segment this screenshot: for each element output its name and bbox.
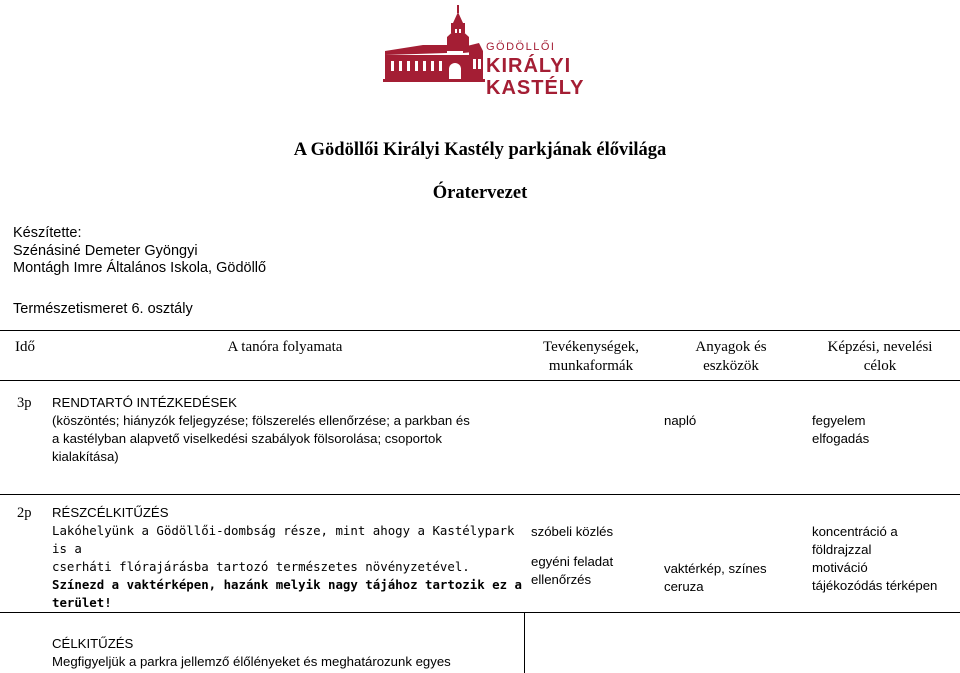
row1-goals: fegyelem elfogadás xyxy=(812,413,870,446)
document-subtitle: Óratervezet xyxy=(432,183,528,203)
header-time: Idő xyxy=(15,339,35,355)
author-label: Készítette: xyxy=(13,225,82,241)
header-activities: Tevékenységek, munkaformák xyxy=(543,339,639,374)
header-goals: Képzési, nevelési célok xyxy=(827,339,933,374)
logo-line-2: KIRÁLYI xyxy=(486,55,572,77)
row1-time: 3p xyxy=(17,395,32,411)
row1-process: RENDTARTÓ INTÉZKEDÉSEK (köszöntés; hiányzók feljegyzése; fölszerelés ellenőrzése; a parkban és a kastélyban alapvető viselkedési szabályok fölsorolása; csoportok kialakítása) xyxy=(52,394,522,466)
logo-line-3: KASTÉLY xyxy=(486,77,585,99)
logo-line-1: GÖDÖLLŐI xyxy=(486,41,556,53)
castle-icon xyxy=(383,5,485,95)
row1-materials: napló xyxy=(664,413,697,428)
subject-line: Természetismeret 6. osztály xyxy=(13,301,193,317)
author-block xyxy=(13,225,266,278)
header-materials: Anyagok és eszközök xyxy=(695,339,767,374)
row2-materials: vaktérkép, színes ceruza xyxy=(664,561,767,594)
row2-activities: szóbeli közlés egyéni feladat ellenőrzés xyxy=(531,524,614,587)
header-bottom-border xyxy=(0,380,960,381)
row3-heading: CÉLKITŰZÉS xyxy=(52,636,134,651)
row2-heading: RÉSZCÉLKITŰZÉS xyxy=(52,505,169,520)
row1-heading: RENDTARTÓ INTÉZKEDÉSEK xyxy=(52,395,237,410)
row2-time: 2p xyxy=(17,505,32,521)
table-top-border xyxy=(0,330,960,331)
row1-bottom-border xyxy=(0,494,960,495)
header-process: A tanóra folyamata xyxy=(227,339,343,355)
author-school: Montágh Imre Általános Iskola, Gödöllő xyxy=(13,260,267,276)
row3-process: CÉLKITŰZÉS Megfigyeljük a parkra jellemző élőlényeket és meghatározunk egyes xyxy=(52,635,520,671)
row2-process: RÉSZCÉLKITŰZÉS Lakóhelyünk a Gödöllői-dombság része, mint ahogy a Kastélypark is a cserháti flórajárásba tartozó természetes növényzetével. Színezd a vaktérképen, hazánk melyik nagy tájához tartozik ez a terület! xyxy=(52,505,522,610)
author-name: Szénásiné Demeter Gyöngyi xyxy=(13,242,198,259)
document-title: A Gödöllői Királyi Kastély parkjának élővilága xyxy=(293,140,667,160)
row3-divider xyxy=(524,612,525,673)
castle-logo xyxy=(383,5,583,100)
row2-bottom-border xyxy=(0,612,960,613)
row2-goals: koncentráció a földrajzzal motiváció tájékozódás térképen xyxy=(812,524,938,593)
